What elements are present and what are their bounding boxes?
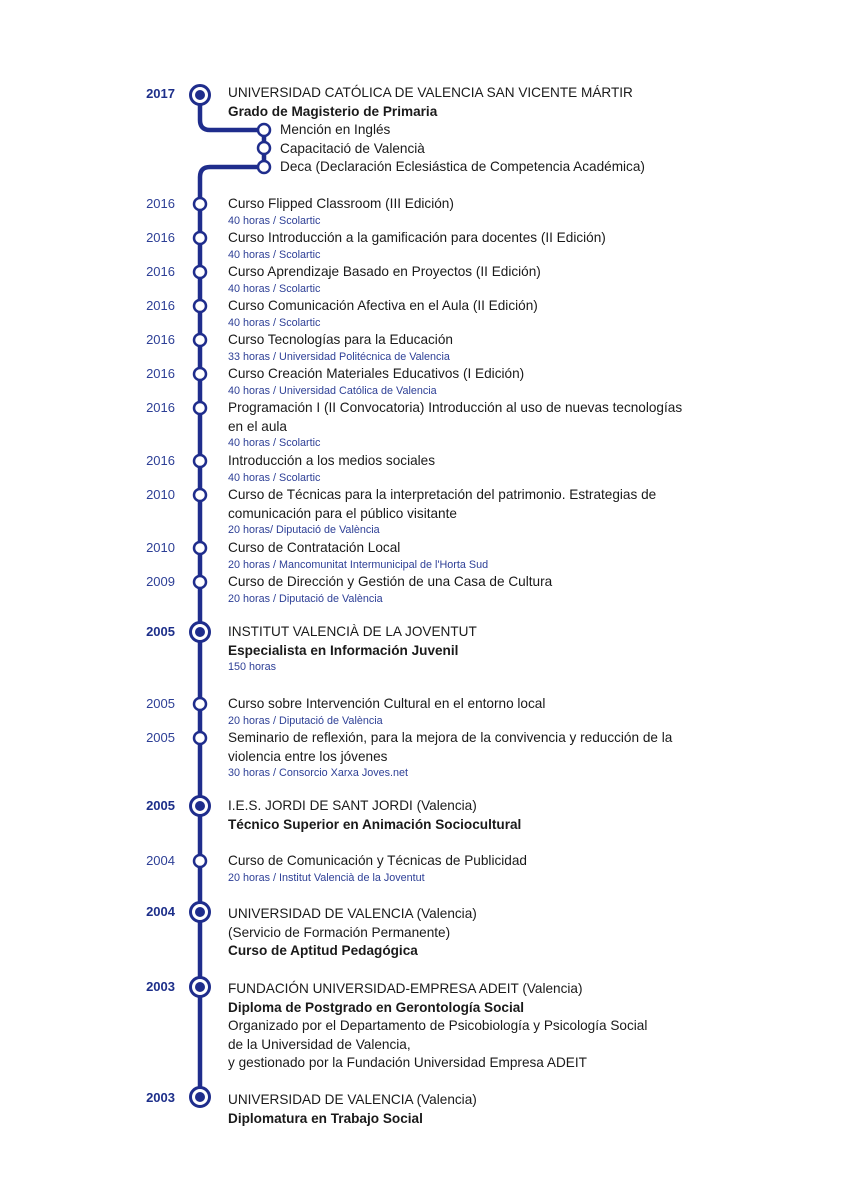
year-label: 2016 [146,264,175,279]
year-label: 2003 [146,1090,175,1105]
institution-detail: (Servicio de Formación Permanente) [228,924,451,940]
timeline-minor-node [194,402,206,414]
timeline-minor-node [194,455,206,467]
year-label: 2005 [146,730,175,745]
entry-uv-2004 [228,905,728,961]
course-meta: 30 horas / Consorcio Xarxa Joves.net [228,767,409,780]
timeline-minor-node [194,489,206,501]
course-entry [228,695,728,729]
institution-name: I.E.S. JORDI DE SANT JORDI (Valencia) [228,798,477,813]
year-label: 2016 [146,366,175,381]
institution-name: INSTITUT VALENCIÀ DE LA JOVENTUT [228,624,477,639]
timeline-minor-node [194,855,206,867]
year-label: 2010 [146,487,175,502]
course-meta: 40 horas / Scolartic [228,248,321,261]
entry-ies [228,797,728,834]
timeline-minor-node [194,698,206,710]
degree-title: Grado de Magisterio de Primaria [228,103,438,119]
course-meta: 40 horas / Scolartic [228,471,321,484]
year-label: 2016 [146,400,175,415]
course-title: Curso Flipped Classroom (III Edición) [228,196,454,211]
course-entry [228,365,728,399]
course-entry [228,195,728,229]
course-meta: 20 horas / Mancomunitat Intermunicipal de l'Horta Sud [228,558,489,571]
course-title: Introducción a los medios sociales [228,453,436,468]
course-title: Seminario de reflexión, para la mejora de la convivencia y reducción de la [228,730,673,745]
mentions-list [280,121,645,177]
timeline-major-node-core [195,907,205,917]
year-label: 2016 [146,230,175,245]
course-entry [228,263,728,297]
year-label: 2004 [146,853,175,868]
course-title: Curso de Técnicas para la interpretación del patrimonio. Estrategias de [228,487,657,502]
course-meta: 33 horas / Universidad Politécnica de Valencia [228,350,450,363]
timeline-major-node-core [195,1092,205,1102]
mention-item: Mención en Inglés [280,122,391,137]
timeline-minor-node [194,576,206,588]
course-entry [228,229,728,263]
course-meta: 40 horas / Scolartic [228,282,321,295]
course-title: Curso Introducción a la gamificación para docentes (II Edición) [228,230,606,245]
year-label: 2016 [146,332,175,347]
year-label: 2005 [146,696,175,711]
course-title: violencia entre los jóvenes [228,748,388,764]
institution-name: UNIVERSIDAD DE VALENCIA (Valencia) [228,906,477,921]
timeline-minor-node [194,334,206,346]
year-label: 2003 [146,979,175,994]
year-label: 2005 [146,624,175,639]
program-description: de la Universidad de Valencia, [228,1036,411,1052]
timeline-minor-node [194,232,206,244]
timeline-minor-node [194,368,206,380]
course-meta: 40 horas / Scolartic [228,437,321,450]
degree-title: Diploma de Postgrado en Gerontología Social [228,999,525,1015]
year-label: 2017 [146,86,175,101]
course-title: Curso Comunicación Afectiva en el Aula (II Edición) [228,298,538,313]
course-entry [228,852,728,886]
program-description: Organizado por el Departamento de Psicobiología y Psicología Social [228,1018,648,1034]
entry-adeit [228,980,728,1073]
course-entry [228,539,728,573]
year-label: 2009 [146,574,175,589]
course-title: Curso de Contratación Local [228,540,401,555]
course-title: Curso de Dirección y Gestión de una Casa de Cultura [228,574,553,589]
course-meta: 20 horas/ Diputació de València [228,524,380,537]
course-meta: 20 horas / Institut Valencià de la Joventut [228,871,425,884]
course-entry [228,729,728,782]
entry-uv-2003 [228,1091,728,1128]
course-meta: 150 horas [228,661,277,674]
degree-title: Diplomatura en Trabajo Social [228,1110,423,1126]
course-title: en el aula [228,418,287,434]
course-entry [228,297,728,331]
course-meta: 40 horas / Scolartic [228,214,321,227]
mention-item: Capacitació de Valencià [280,140,425,156]
timeline-minor-node [258,124,270,136]
course-meta: 40 horas / Scolartic [228,316,321,329]
course-title: Programación I (II Convocatoria) Introducción al uso de nuevas tecnologías [228,400,683,415]
course-entry [228,573,728,607]
year-label: 2010 [146,540,175,555]
timeline-major-node-core [195,90,205,100]
timeline-minor-node [194,266,206,278]
degree-title: Técnico Superior en Animación Sociocultural [228,816,522,832]
course-meta: 20 horas / Diputació de València [228,592,383,605]
course-title: comunicación para el público visitante [228,505,457,521]
course-title: Curso sobre Intervención Cultural en el entorno local [228,696,546,711]
timeline-minor-node [194,542,206,554]
institution-name: UNIVERSIDAD CATÓLICA DE VALENCIA SAN VICENTE MÁRTIR [228,85,633,100]
course-title: Curso de Comunicación y Técnicas de Publicidad [228,853,527,868]
course-entry [228,399,728,452]
course-meta: 40 horas / Universidad Católica de Valencia [228,384,437,397]
timeline-minor-node [258,142,270,154]
timeline-major-node-core [195,982,205,992]
course-entry [228,331,728,365]
year-label: 2016 [146,196,175,211]
year-label: 2016 [146,453,175,468]
year-label: 2016 [146,298,175,313]
degree-title: Especialista en Información Juvenil [228,642,459,658]
timeline-major-node-core [195,627,205,637]
mention-item: Deca (Declaración Eclesiástica de Competencia Académica) [280,159,645,175]
timeline-minor-node [194,198,206,210]
course-title: Curso Creación Materiales Educativos (I Edición) [228,366,525,381]
year-label: 2004 [146,904,175,919]
course-entry [228,486,728,539]
program-description: y gestionado por la Fundación Universidad Empresa ADEIT [228,1055,587,1071]
entry-ivaj [228,623,728,676]
timeline-minor-node [194,300,206,312]
course-entry [228,452,728,486]
degree-title: Curso de Aptitud Pedagógica [228,943,418,959]
institution-name: FUNDACIÓN UNIVERSIDAD-EMPRESA ADEIT (Valencia) [228,981,583,996]
course-title: Curso Aprendizaje Basado en Proyectos (II Edición) [228,264,541,279]
entry-2017 [228,84,728,121]
course-title: Curso Tecnologías para la Educación [228,332,453,347]
year-label: 2005 [146,798,175,813]
course-meta: 20 horas / Diputació de València [228,714,383,727]
timeline-major-node-core [195,801,205,811]
timeline-minor-node [258,161,270,173]
institution-name: UNIVERSIDAD DE VALENCIA (Valencia) [228,1092,477,1107]
timeline-minor-node [194,732,206,744]
